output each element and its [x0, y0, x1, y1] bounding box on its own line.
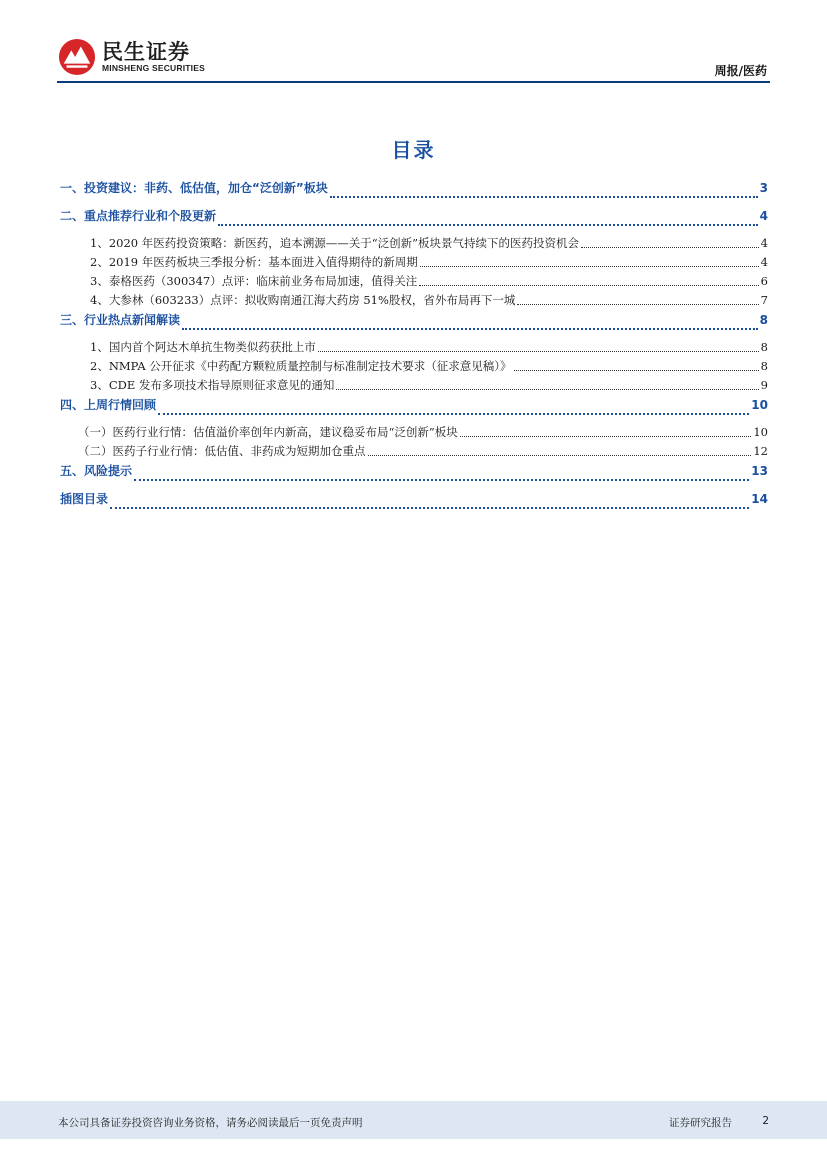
toc-page-number: 10 [753, 425, 768, 439]
toc-entry-text: 二、重点推荐行业和个股更新 [60, 209, 217, 223]
toc-section-entry[interactable] [60, 310, 768, 338]
toc-page-number: 12 [753, 444, 768, 458]
toc-entry-text: 4、大参林（603233）点评：拟收购南通江海大药房 51%股权，省外布局再下一城 [90, 293, 516, 307]
toc-dot-leader [419, 285, 758, 286]
toc-dot-leader [336, 389, 758, 390]
toc-entry-text: 插图目录 [60, 492, 109, 506]
company-logo [58, 38, 205, 76]
toc-dot-leader [330, 196, 758, 198]
footer-doc-type: 证券研究报告 [669, 1117, 732, 1129]
toc-subsection-entry[interactable] [60, 423, 768, 442]
toc-entry-text: 五、风险提示 [60, 464, 133, 478]
toc-page-number: 14 [751, 492, 768, 506]
toc-page-number: 9 [760, 378, 768, 392]
page-number: 2 [762, 1115, 769, 1127]
toc-section-entry[interactable] [60, 178, 768, 206]
toc-page-number: 4 [759, 209, 768, 223]
toc-dot-leader [581, 247, 759, 248]
toc-page-number: 8 [760, 340, 768, 354]
toc-entry-text: 2、2019 年医药板块三季报分析：基本面进入值得期待的新周期 [90, 255, 418, 269]
toc-entry-text: （二）医药子行业行情：低估值、非药成为短期加仓重点 [78, 444, 366, 458]
toc-dot-leader [420, 266, 759, 267]
page-header [0, 0, 827, 90]
toc-page-number: 10 [751, 398, 768, 412]
toc-page-number: 7 [760, 293, 768, 307]
toc-entry-text: 一、投资建议：非药、低估值，加仓“泛创新”板块 [60, 181, 328, 195]
toc-page-number: 3 [759, 181, 768, 195]
toc-subsection-entry[interactable] [60, 253, 768, 272]
toc-subsection-entry[interactable] [60, 357, 768, 376]
toc-entry-text: 四、上周行情回顾 [60, 398, 157, 412]
toc-entry-text: 三、行业热点新闻解读 [60, 313, 181, 327]
toc-dot-leader [158, 413, 749, 415]
toc-subsection-entry[interactable] [60, 234, 768, 253]
minsheng-logo-icon [58, 38, 96, 76]
toc-entry-text: 1、国内首个阿达木单抗生物类似药获批上市 [90, 340, 316, 354]
toc-dot-leader [182, 328, 758, 330]
logo-english-name: MINSHENG SECURITIES [102, 63, 205, 73]
toc-dot-leader [460, 436, 752, 437]
toc-subsection-entry[interactable] [60, 376, 768, 395]
table-of-contents [60, 178, 768, 517]
toc-section-entry[interactable] [60, 489, 768, 517]
toc-subsection-entry[interactable] [60, 272, 768, 291]
toc-page-number: 8 [759, 313, 768, 327]
toc-dot-leader [110, 507, 749, 509]
toc-subsection-entry[interactable] [60, 442, 768, 461]
toc-dot-leader [368, 455, 752, 456]
toc-page-number: 4 [760, 255, 768, 269]
toc-subsection-entry[interactable] [60, 291, 768, 310]
toc-title: 目录 [391, 138, 436, 162]
toc-dot-leader [514, 370, 759, 371]
toc-section-entry[interactable] [60, 206, 768, 234]
footer-disclaimer: 本公司具备证券投资咨询业务资格，请务必阅读最后一页免责声明 [58, 1117, 363, 1129]
toc-dot-leader [517, 304, 758, 305]
toc-dot-leader [318, 351, 759, 352]
toc-entry-text: 3、泰格医药（300347）点评：临床前业务布局加速，值得关注 [90, 274, 418, 288]
toc-subsection-entry[interactable] [60, 338, 768, 357]
toc-page-number: 4 [760, 236, 768, 250]
toc-page-number: 13 [751, 464, 768, 478]
toc-page-number: 8 [760, 359, 768, 373]
toc-dot-leader [134, 479, 749, 481]
toc-section-entry[interactable] [60, 395, 768, 423]
logo-chinese-name: 民生证券 [102, 40, 190, 64]
toc-entry-text: 3、CDE 发布多项技术指导原则征求意见的通知 [90, 378, 335, 392]
toc-entry-text: （一）医药行业行情：估值溢价率创年内新高，建议稳妥布局“泛创新”板块 [78, 425, 458, 439]
toc-entry-text: 1、2020 年医药投资策略：新医药，追本溯源——关于“泛创新”板块景气持续下的医药投资机会 [90, 236, 579, 250]
toc-entry-text: 2、NMPA 公开征求《中药配方颗粒质量控制与标准制定技术要求（征求意见稿）》 [90, 359, 512, 373]
toc-dot-leader [218, 224, 758, 226]
header-divider [57, 81, 770, 83]
report-category: 周报/医药 [714, 64, 767, 78]
page-footer [0, 1101, 827, 1139]
toc-section-entry[interactable] [60, 461, 768, 489]
toc-page-number: 6 [760, 274, 768, 288]
